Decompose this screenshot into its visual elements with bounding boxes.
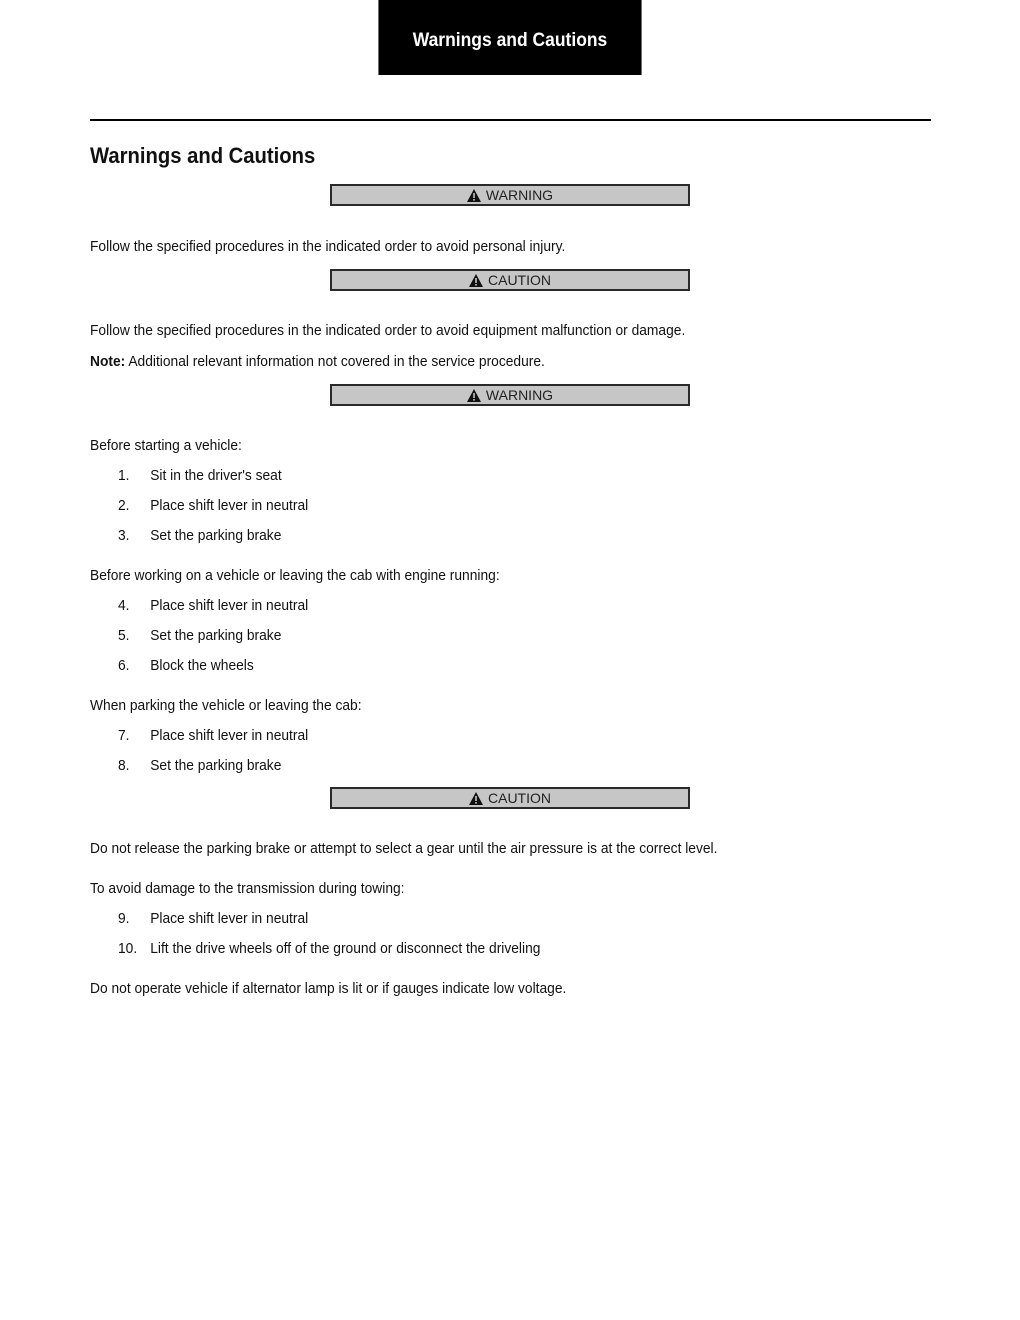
paragraph-personal-injury: Follow the specified procedures in the indicated order to avoid personal injury. — [90, 238, 566, 255]
warning-label: WARNING — [485, 387, 554, 403]
list-item-number: 6. — [118, 657, 130, 674]
list-item-number: 8. — [118, 757, 130, 774]
list-item-number: 4. — [118, 597, 130, 614]
note-label: Note: — [90, 353, 126, 370]
list-item-text: Set the parking brake — [150, 627, 282, 644]
list-item-text: Place shift lever in neutral — [150, 597, 309, 614]
list-item-number: 3. — [118, 527, 130, 544]
list-item — [118, 940, 540, 957]
list-item — [118, 910, 308, 927]
caution-triangle-icon — [469, 274, 483, 287]
header-tab — [378, 0, 641, 75]
paragraph-before-working: Before working on a vehicle or leaving the cab with engine running: — [90, 567, 500, 584]
warning-triangle-icon — [467, 189, 481, 202]
paragraph-equipment-damage: Follow the specified procedures in the indicated order to avoid equipment malfunction or damage. — [90, 322, 686, 339]
note-paragraph — [90, 353, 545, 370]
list-item-text: Block the wheels — [150, 657, 254, 674]
list-item-text: Place shift lever in neutral — [150, 910, 309, 927]
header-divider — [90, 119, 931, 121]
paragraph-parking-brake: Do not release the parking brake or attempt to select a gear until the air pressure is at the correct level. — [90, 840, 718, 857]
list-item-number: 2. — [118, 497, 130, 514]
caution-banner — [330, 269, 690, 291]
list-item-text: Set the parking brake — [150, 527, 282, 544]
list-item — [118, 467, 282, 484]
list-item-number: 5. — [118, 627, 130, 644]
list-item-text: Place shift lever in neutral — [150, 727, 309, 744]
list-item-text: Place shift lever in neutral — [150, 497, 309, 514]
list-item-text: Set the parking brake — [150, 757, 282, 774]
list-item-text: Lift the drive wheels off of the ground or disconnect the driveling — [150, 940, 541, 957]
list-item — [118, 657, 254, 674]
caution-label: CAUTION — [488, 272, 551, 288]
warning-banner — [330, 384, 690, 406]
paragraph-before-starting: Before starting a vehicle: — [90, 437, 242, 454]
caution-banner — [330, 787, 690, 809]
note-text: Additional relevant information not covered in the service procedure. — [128, 353, 545, 370]
header-tab-title: Warnings and Cautions — [412, 29, 608, 51]
list-item-number: 1. — [118, 467, 130, 484]
page-title: Warnings and Cautions — [90, 143, 316, 168]
caution-triangle-icon — [469, 792, 483, 805]
list-item-text: Sit in the driver's seat — [150, 467, 282, 484]
list-item — [118, 757, 281, 774]
warning-label: WARNING — [485, 187, 554, 203]
paragraph-towing: To avoid damage to the transmission during towing: — [90, 880, 405, 897]
paragraph-when-parking: When parking the vehicle or leaving the cab: — [90, 697, 362, 714]
list-item — [118, 497, 308, 514]
list-item-number: 9. — [118, 910, 130, 927]
list-item — [118, 627, 281, 644]
list-item — [118, 527, 281, 544]
warning-triangle-icon — [467, 389, 481, 402]
paragraph-alternator: Do not operate vehicle if alternator lamp is lit or if gauges indicate low voltage. — [90, 980, 567, 997]
list-item-number: 10. — [118, 940, 138, 957]
list-item — [118, 597, 308, 614]
caution-label: CAUTION — [488, 790, 551, 806]
list-item — [118, 727, 308, 744]
warning-banner — [330, 184, 690, 206]
list-item-number: 7. — [118, 727, 130, 744]
